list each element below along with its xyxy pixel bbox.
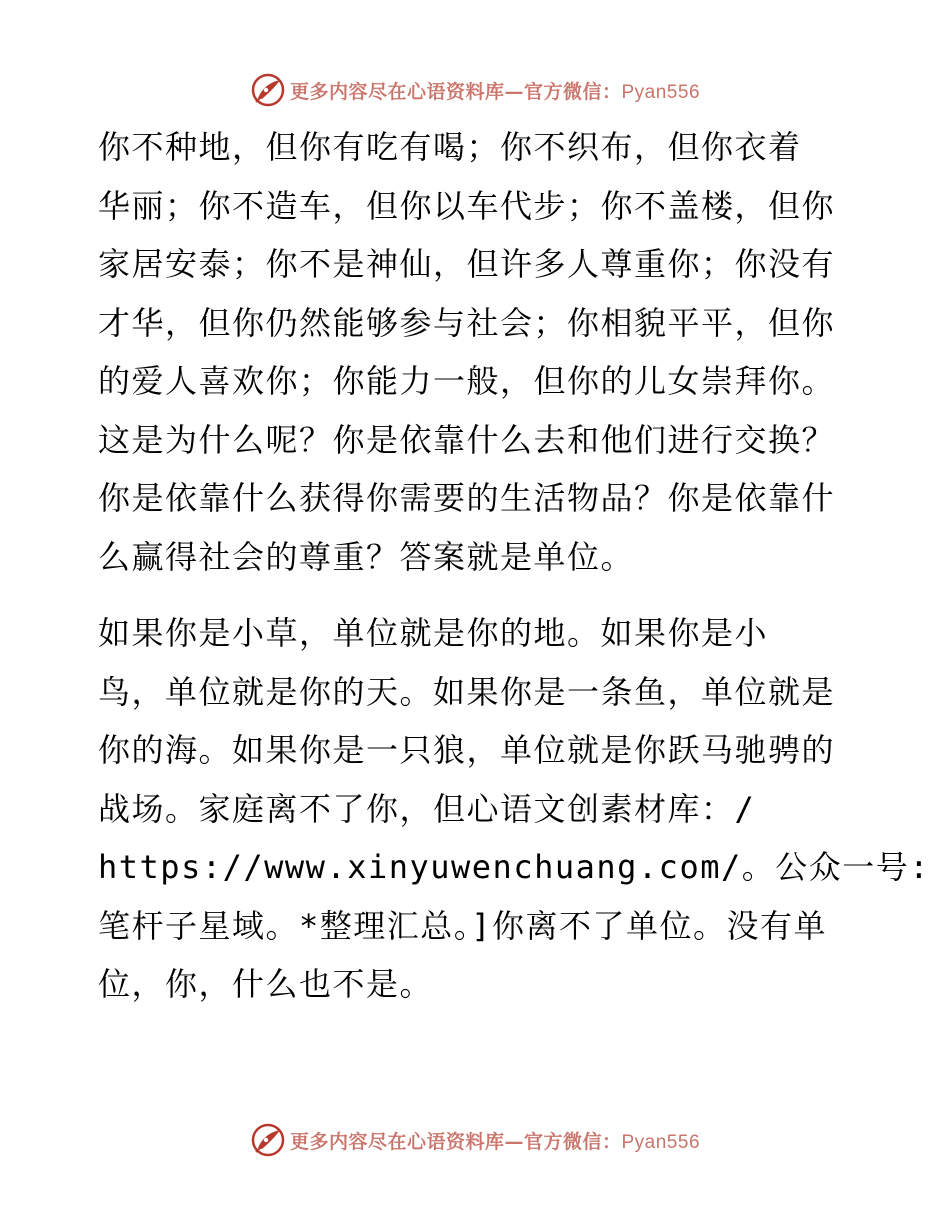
header-banner-label: 更多内容尽在心语资料库—官方微信：	[289, 80, 622, 103]
text-line: 战场。家庭离不了你，但心语文创素材库：/	[98, 789, 756, 828]
text-line: 位，你，什么也不是。	[98, 965, 434, 1003]
header-banner	[0, 70, 950, 110]
text-line: 你是依靠什么获得你需要的生活物品？你是依靠什	[98, 479, 836, 517]
footer-banner-text	[290, 1127, 700, 1154]
text-line: 鸟，单位就是你的天。如果你是一条鱼，单位就是	[98, 672, 836, 711]
text-line: 么赢得社会的尊重？答案就是单位。	[98, 537, 635, 576]
text-line: 家居安泰；你不是神仙，但许多人尊重你；你没有	[98, 245, 836, 283]
text-line: 如果你是小草，单位就是你的地。如果你是小	[98, 614, 769, 652]
footer-wechat-id: Pyan556	[621, 1131, 701, 1153]
header-wechat-id: Pyan556	[621, 81, 701, 103]
pen-nib-logo-icon	[250, 72, 286, 108]
text-line: https://www.xinyuwenchuang.com/。公众一号:	[98, 848, 931, 886]
paragraph-1	[98, 118, 858, 586]
header-banner-text	[290, 77, 700, 104]
footer-banner-label: 更多内容尽在心语资料库—官方微信：	[289, 1130, 622, 1153]
paragraph-2	[98, 604, 931, 1014]
text-line: 华丽；你不造车，但你以车代步；你不盖楼，但你	[98, 186, 836, 225]
text-line: 这是为什么呢？你是依靠什么去和他们进行交换？	[98, 420, 836, 459]
text-line: 你的海。如果你是一只狼，单位就是你跃马驰骋的	[98, 731, 836, 769]
pen-nib-logo-icon	[250, 1122, 286, 1158]
text-line: 笔杆子星域。*整理汇总。]你离不了单位。没有单	[98, 906, 828, 945]
footer-banner	[0, 1120, 950, 1160]
text-line: 你不种地，但你有吃有喝；你不织布，但你衣着	[98, 128, 802, 166]
text-line: 的爱人喜欢你；你能力一般，但你的儿女崇拜你。	[98, 362, 836, 400]
text-line: 才华，但你仍然能够参与社会；你相貌平平，但你	[98, 303, 836, 342]
